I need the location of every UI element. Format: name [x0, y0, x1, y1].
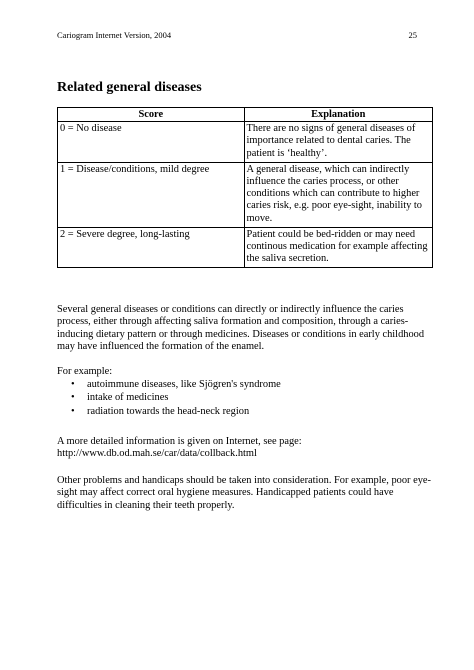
- explanation-cell: A general disease, which can indirectly influence the caries process, or other conditions which can contribute to higher caries risk, e.g. poor eye-sight, inability to move.: [244, 162, 432, 227]
- info-url-link[interactable]: http://www.db.od.mah.se/car/data/collback.html: [57, 448, 257, 460]
- bullet-icon: •: [71, 392, 75, 404]
- running-header: [57, 30, 417, 40]
- list-item: [57, 391, 433, 404]
- list-item-text: autoimmune diseases, like Sjögren's syndrome: [87, 379, 281, 390]
- list-item: [57, 405, 433, 418]
- bullet-icon: •: [71, 379, 75, 390]
- table-row: [58, 162, 433, 227]
- header-document-title: Cariogram Internet Version, 2004: [57, 30, 172, 40]
- examples-list: [57, 378, 433, 418]
- for-example-label: For example:: [57, 366, 113, 377]
- explanation-cell: There are no signs of general diseases of importance related to dental caries. The patient is ‘healthy’.: [244, 122, 432, 163]
- more-info-text: A more detailed information is given on Internet, see page:: [57, 436, 302, 447]
- table-header-row: [58, 108, 433, 122]
- section-title: Related general diseases: [57, 80, 202, 95]
- list-item: [57, 378, 433, 391]
- page-number: 25: [408, 30, 417, 40]
- more-info-paragraph: [57, 436, 433, 461]
- bullet-icon: •: [71, 405, 75, 417]
- score-table: [57, 107, 433, 268]
- score-cell: 2 = Severe degree, long-lasting: [58, 227, 245, 268]
- score-cell: 0 = No disease: [58, 122, 245, 163]
- list-item-text: intake of medicines: [87, 392, 169, 404]
- column-header-score: Score: [58, 108, 245, 122]
- explanation-cell: Patient could be bed-ridden or may need continous medication for example affecting the saliva secretion.: [244, 227, 432, 268]
- column-header-explanation: Explanation: [244, 108, 432, 122]
- score-cell: 1 = Disease/conditions, mild degree: [58, 162, 245, 227]
- table-row: [58, 122, 433, 163]
- other-problems-paragraph: Other problems and handicaps should be taken into consideration. For example, poor eye-sight may affect correct oral hygiene measures. Handicapped patients could have difficulties in cleaning their teeth properly.: [57, 475, 431, 511]
- list-item-text: radiation towards the head-neck region: [87, 405, 250, 417]
- intro-paragraph: Several general diseases or conditions can directly or indirectly influence the caries process, either through affecting saliva formation and composition, through a caries-inducing dietary pattern or through medicines. Diseases or conditions in early childhood may have influenced the formation of the enamel.: [57, 304, 425, 352]
- table-row: [58, 227, 433, 268]
